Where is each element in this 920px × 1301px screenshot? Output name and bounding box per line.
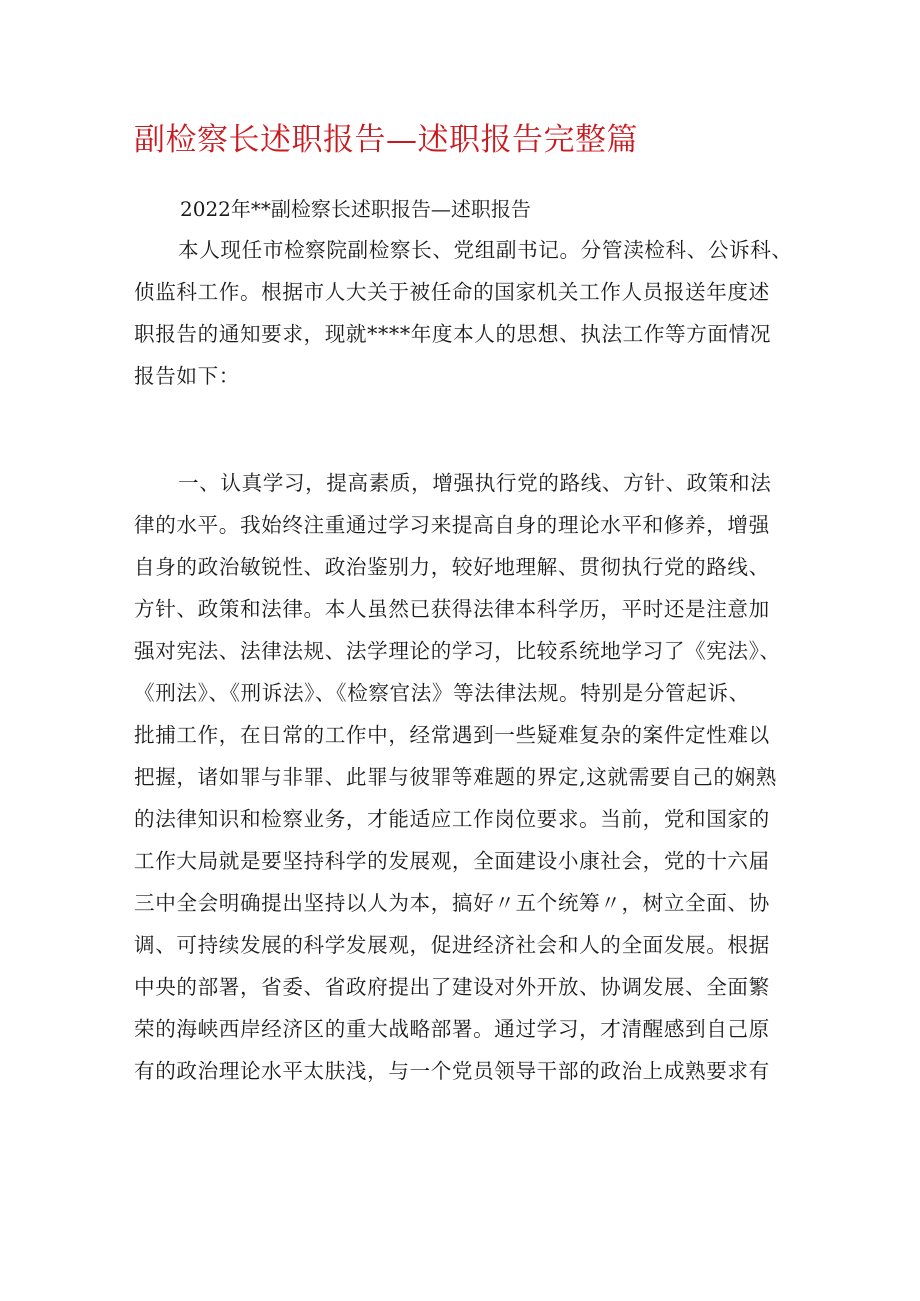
paragraph-line: 调、可持续发展的科学发展观，促进经济社会和人的全面发展。根据 [134,933,770,957]
paragraph-line: 方针、政策和法律。本人虽然已获得法律本科学历，平时还是注意加 [134,597,770,621]
paragraph-line: 本人现任市检察院副检察长、党组副书记。分管渎检科、公诉科、 [178,238,793,262]
paragraph-line: 的法律知识和检察业务，才能适应工作岗位要求。当前，党和国家的 [134,807,770,831]
paragraph-line: 报告如下： [134,364,240,388]
paragraph-line: 荣的海峡西岸经济区的重大战略部署。通过学习，才清醒感到自己原 [134,1017,770,1041]
paragraph-line: 工作大局就是要坚持科学的发展观，全面建设小康社会，党的十六届 [134,849,770,873]
paragraph-line: 把握，诸如罪与非罪、此罪与彼罪等难题的界定,这就需要自己的娴熟 [134,765,777,789]
paragraph-line: 律的水平。我始终注重通过学习来提高自身的理论水平和修养，增强 [134,513,770,537]
document-subtitle: 2022年**副检察长述职报告—述职报告 [180,197,531,221]
document-title: 副检察长述职报告—述职报告完整篇 [134,122,638,158]
paragraph-1 [134,229,800,397]
paragraph-line: 批捕工作，在日常的工作中，经常遇到一些疑难复杂的案件定性难以 [134,723,770,747]
paragraph-line: 《刑法》、《刑诉法》、《检察官法》等法律法规。特别是分管起诉、 [134,681,750,705]
paragraph-line: 有的政治理论水平太肤浅，与一个党员领导干部的政治上成熟要求有 [134,1059,770,1083]
paragraph-line: 中央的部署，省委、省政府提出了建设对外开放、协调发展、全面繁 [134,975,770,999]
paragraph-line: 三中全会明确提出坚持以人为本，搞好〃五个统筹〃，树立全面、协 [134,891,770,915]
paragraph-line: 一、认真学习，提高素质，增强执行党的路线、方针、政策和法 [178,471,772,495]
paragraph-line: 侦监科工作。根据市人大关于被任命的国家机关工作人员报送年度述 [134,280,770,304]
paragraph-line: 强对宪法、法律法规、法学理论的学习，比较系统地学习了《宪法》、 [134,639,781,663]
paragraph-2 [134,462,800,1092]
paragraph-line: 职报告的通知要求，现就****年度本人的思想、执法工作等方面情况 [134,322,772,346]
paragraph-line: 自身的政治敏锐性、政治鉴别力，较好地理解、贯彻执行党的路线、 [134,555,770,579]
